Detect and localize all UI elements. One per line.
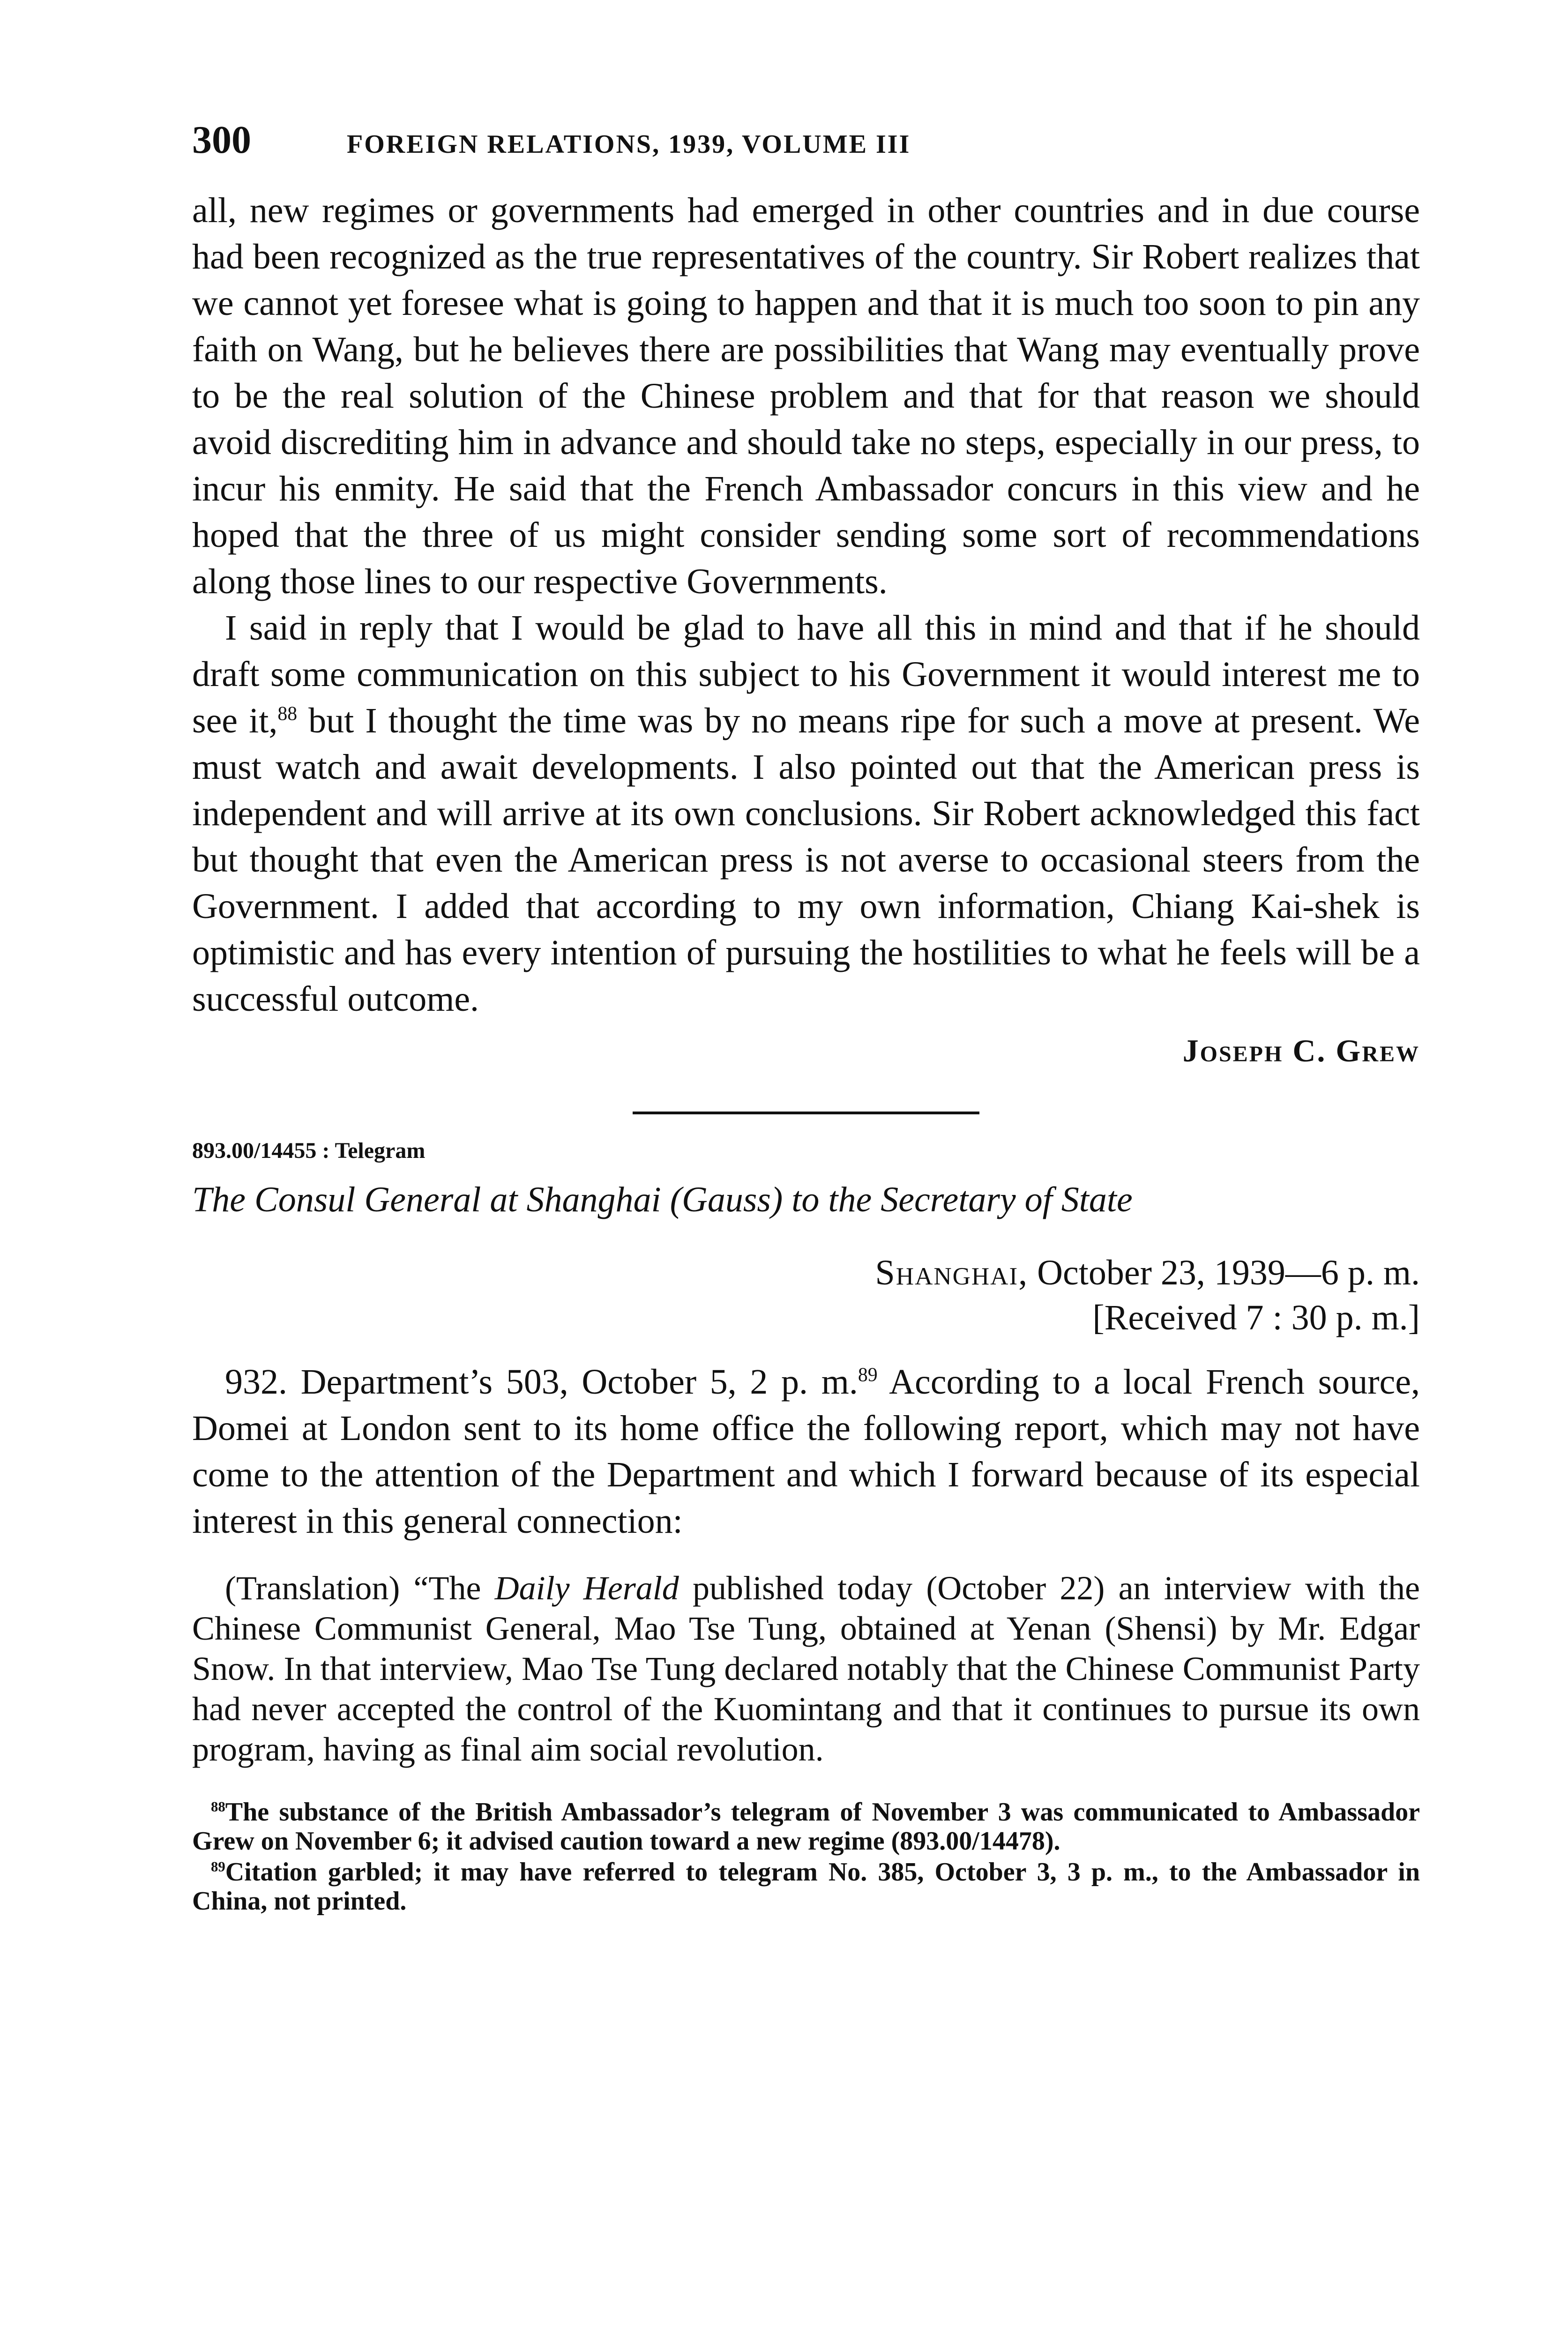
telegram-body-start: 932. Department’s 503, October 5, 2 p. m. xyxy=(225,1362,858,1402)
telegram-body xyxy=(192,1359,1420,1545)
document-heading: The Consul General at Shanghai (Gauss) to the Secretary of State xyxy=(192,1180,1133,1219)
paragraph-reply xyxy=(192,605,1420,1022)
signature: Joseph C. Grew xyxy=(1182,1033,1420,1068)
footnotes xyxy=(192,1798,1420,1916)
paragraph-continued: all, new regimes or governments had emerged in other countries and in due course had been recognized as the true representatives of the country. Sir Robert realizes that we cannot yet foresee what is going to happen and that it is much too soon to pin any faith on Wang, but he believes there are possibilities that Wang may eventually prove to be the real solution of the Chinese problem and that for that reason we should avoid discrediting him in advance and should take no steps, especially in our press, to incur his enmity. He said that the French Ambassador concurs in this view and he hoped that the three of us might consider sending some sort of recommendations along those lines to our respective Governments. xyxy=(192,191,1420,601)
running-title: FOREIGN RELATIONS, 1939, VOLUME III xyxy=(347,130,911,159)
quote-start: (Translation) “The xyxy=(225,1569,495,1607)
footnote-text: Citation garbled; it may have referred to telegram No. 385, October 3, 3 p. m., to the Ambassador in China, not printed. xyxy=(192,1858,1420,1916)
footnote-ref-89: 89 xyxy=(858,1364,878,1386)
footnote-mark: 88 xyxy=(211,1798,225,1815)
footnote-ref-88: 88 xyxy=(277,703,298,725)
dateline-place: Shanghai, xyxy=(875,1253,1029,1292)
newspaper-title: Daily Herald xyxy=(494,1569,679,1607)
quote-end: published today (October 22) an interview with the Chinese Communist General, Mao Tse Tung, obtained at Yenan (Shensi) by Mr. Edgar Snow. In that interview, Mao Tse Tung declared notably that the Chinese Communist Party had never accepted the control of the Kuomintang and that it continues to pursue its own program, having as final aim social revolution. xyxy=(192,1569,1420,1768)
running-header xyxy=(192,117,1420,187)
paragraph-reply-end: but I thought the time was by no means ripe for such a move at present. We must watch and await developments. I also pointed out that the American press is independent and will arrive at its own conclusions. Sir Robert acknowledged this fact but thought that even the American press is not averse to occasional steers from the Government. I added that according to my own information, Chiang Kai-shek is optimistic and has every intention of pursuing the hostilities to what he feels will be a successful outcome. xyxy=(192,701,1420,1019)
section-divider xyxy=(633,1112,979,1114)
dateline xyxy=(192,1250,1420,1295)
telegram-body-end: According to a local French source, Domei at London sent to its home office the following report, which may not have come to the attention of the Department and which I forward because of its especial interest in this general connection: xyxy=(192,1362,1420,1541)
page-number: 300 xyxy=(192,118,251,162)
document-page xyxy=(192,117,1420,1918)
file-reference: 893.00/14455 : Telegram xyxy=(192,1138,426,1163)
received-note: [Received 7 : 30 p. m.] xyxy=(1092,1298,1420,1337)
dateline-date: October 23, 1939—6 p. m. xyxy=(1028,1253,1420,1292)
footnote-89 xyxy=(192,1858,1420,1916)
translation-quote xyxy=(192,1568,1420,1769)
footnote-88 xyxy=(192,1798,1420,1856)
footnote-text: The substance of the British Ambassador’s telegram of November 3 was communicated to Ambassador Grew on November 6; it advised caution toward a new regime (893.00/14478). xyxy=(192,1798,1420,1856)
paragraph-reply-start: I said in reply that I would be glad to have all this in mind and that if he should draft some communication on this subject to his Government it would interest me to see it, xyxy=(192,608,1420,740)
footnote-mark: 89 xyxy=(211,1858,225,1875)
